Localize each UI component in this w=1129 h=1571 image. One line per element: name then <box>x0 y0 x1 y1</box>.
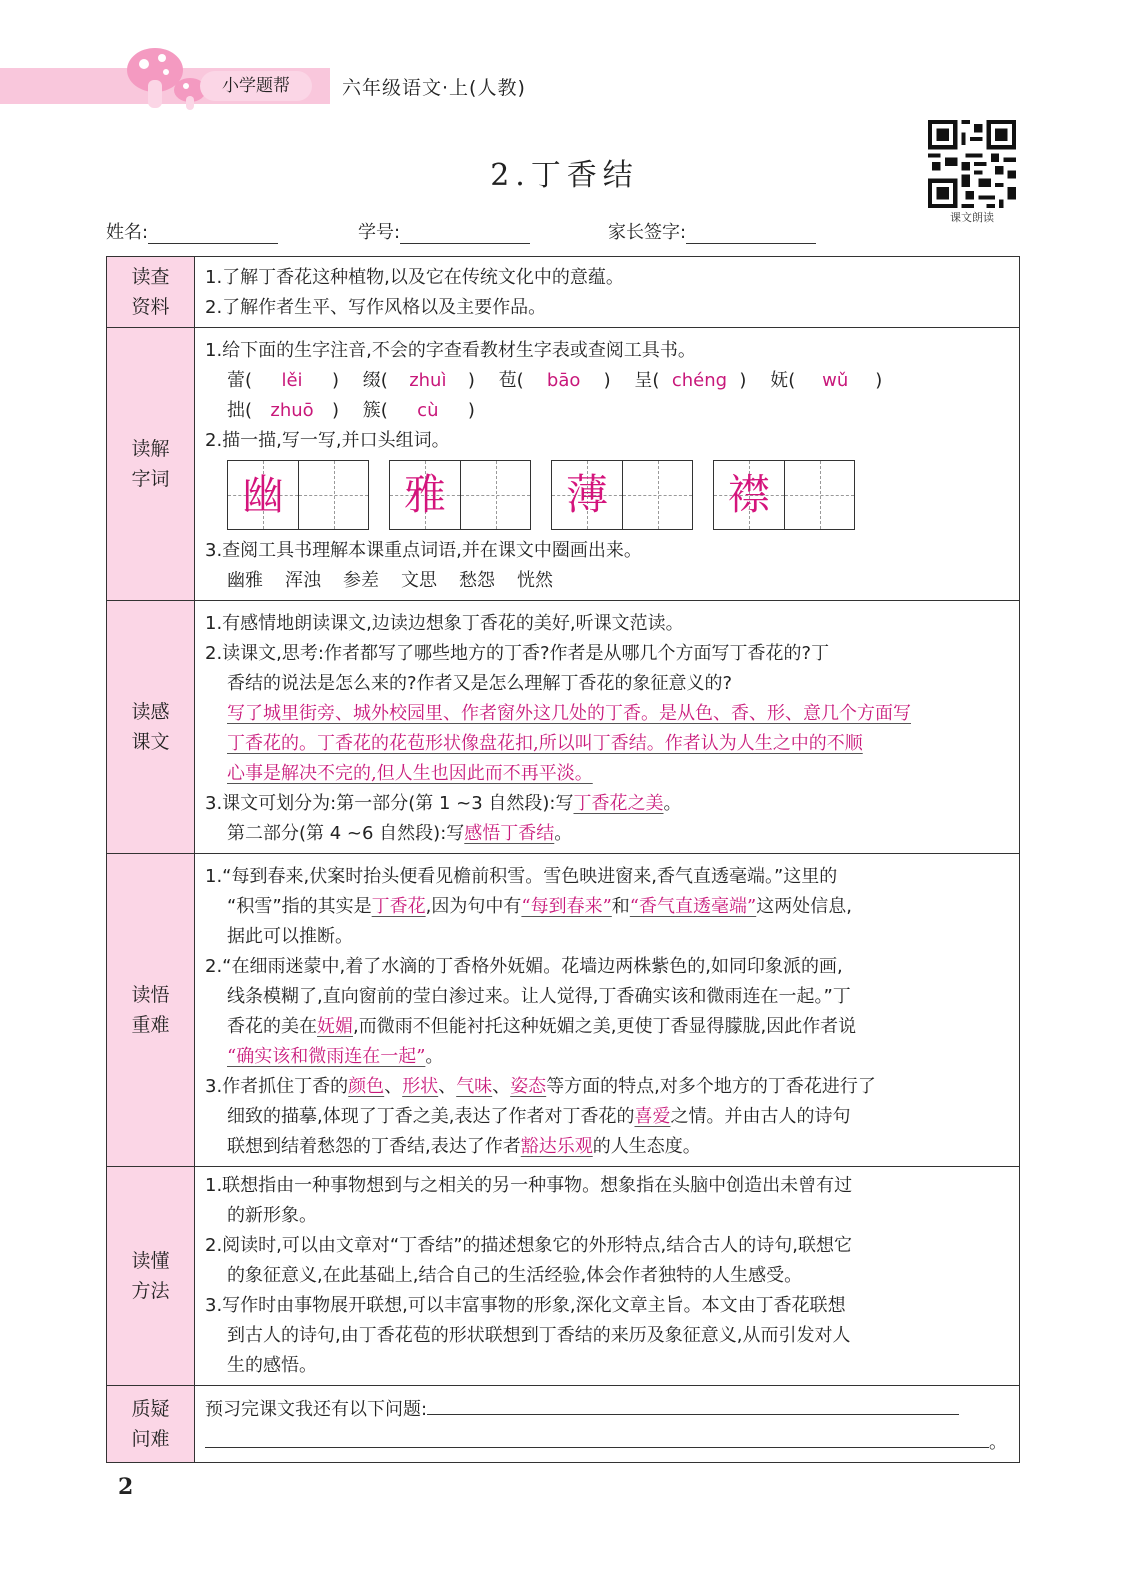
pinyin-char: 缀 <box>362 370 381 391</box>
text-line: 到古人的诗句,由丁香花苞的形状联想到丁香结的来历及象征意义,从而引发对人 <box>227 1325 851 1346</box>
pinyin-answer[interactable]: bāo <box>546 370 581 391</box>
id-blank[interactable] <box>400 223 530 244</box>
answer-blank[interactable]: 丁香花之美 <box>573 793 664 814</box>
section-key-difficult <box>107 854 1020 1167</box>
qr-code-icon[interactable] <box>928 120 1016 208</box>
section-methods <box>107 1167 1020 1386</box>
answer-blank[interactable]: “每到春来” <box>521 896 612 917</box>
answer-blank[interactable]: 形状 <box>402 1076 439 1097</box>
grid-cell[interactable] <box>298 461 368 529</box>
section-content <box>195 1167 1020 1386</box>
grid-cell <box>390 461 460 529</box>
text-line <box>205 1072 1009 1102</box>
section-questions <box>107 1386 1020 1463</box>
key-word: 浑浊 <box>285 570 321 591</box>
id-field[interactable] <box>358 218 530 244</box>
text-part: 联想到结着愁怨的丁香结,表达了作者 <box>227 1136 521 1157</box>
pinyin-item: 拙( zhuō ) <box>227 396 339 426</box>
pinyin-char: 妩 <box>770 370 789 391</box>
answer-blank[interactable]: 感悟丁香结 <box>464 823 555 844</box>
pinyin-char: 蕾 <box>227 370 245 391</box>
parent-blank[interactable] <box>686 223 816 244</box>
pinyin-answer[interactable]: lěi <box>281 370 303 391</box>
text-part: 等方面的特点,对多个地方的丁香花进行了 <box>546 1076 876 1097</box>
text-line <box>205 789 1009 819</box>
question-1: 1.给下面的生字注音,不会的字查看教材生字表或查阅工具书。 <box>205 340 696 361</box>
brand-pill <box>200 71 312 101</box>
key-word: 愁怨 <box>459 570 495 591</box>
answer-blank[interactable]: 妩媚 <box>317 1016 353 1037</box>
section-label <box>107 257 195 328</box>
text-line: 生的感悟。 <box>227 1355 317 1376</box>
text-line: 1.联想指由一种事物想到与之相关的另一种事物。想象指在头脑中创造出未曾有过 <box>205 1175 853 1196</box>
text-line <box>205 1102 1009 1132</box>
qr-label: 课文朗读 <box>950 211 994 224</box>
key-word: 参差 <box>343 570 379 591</box>
grid-cell <box>714 461 784 529</box>
pinyin-item: 妩( wǔ ) <box>770 366 882 396</box>
text-line: 1.“每到春来,伏案时抬头便看见檐前积雪。雪色映进窗来,香气直透毫端。”这里的 <box>205 866 838 887</box>
answer-blank[interactable]: 颜色 <box>348 1076 385 1097</box>
pinyin-answer[interactable]: chéng <box>671 370 728 391</box>
text-part: 细致的描摹,体现了丁香之美,表达了作者对丁香花的 <box>227 1106 635 1127</box>
text-part: “积雪”指的其实是 <box>227 896 372 917</box>
grid-cell[interactable] <box>784 461 854 529</box>
label-line2: 资料 <box>131 296 170 318</box>
question-3: 3.查阅工具书理解本课重点词语,并在课文中圈画出来。 <box>205 540 642 561</box>
label-line1: 读懂 <box>131 1250 170 1272</box>
section-content <box>195 257 1020 328</box>
grid-cell[interactable] <box>460 461 530 529</box>
text-line: 线条模糊了,直向窗前的莹白渗过来。让人觉得,丁香确实该和微雨连在一起。”丁 <box>227 986 851 1007</box>
parent-field[interactable] <box>608 218 816 244</box>
pinyin-item: 蕾( lěi ) <box>227 366 339 396</box>
section-label <box>107 1167 195 1386</box>
section-label <box>107 1386 195 1463</box>
section-label <box>107 601 195 854</box>
text-line <box>205 1132 1009 1162</box>
text-line: 的象征意义,在此基础上,结合自己的生活经验,体会作者独特的人生感受。 <box>227 1265 803 1286</box>
label-line1: 读悟 <box>131 984 170 1006</box>
answer-line[interactable]: 心事是解决不完的,但人生也因此而不再平淡。 <box>227 763 593 784</box>
text-line: 1.有感情地朗读课文,边读边想象丁香花的美好,听课文范读。 <box>205 613 684 634</box>
section-content <box>195 854 1020 1167</box>
pinyin-char: 拙 <box>227 400 245 421</box>
section-content <box>195 601 1020 854</box>
punct: 、 <box>384 1076 403 1097</box>
tracing-box <box>227 460 369 530</box>
name-field[interactable] <box>106 218 278 244</box>
text-line: 2.阅读时,可以由文章对“丁香结”的描述想象它的外形特点,结合古人的诗句,联想它 <box>205 1235 852 1256</box>
pinyin-answer[interactable]: zhuì <box>409 370 447 391</box>
text-part: 之情。并由古人的诗句 <box>670 1106 851 1127</box>
name-label: 姓名: <box>106 222 149 243</box>
trace-char: 襟 <box>727 470 770 519</box>
text-line <box>205 1042 1009 1072</box>
grid-cell[interactable] <box>622 461 692 529</box>
parent-label: 家长签字: <box>608 222 687 243</box>
answer-line-row <box>205 1425 1009 1458</box>
text-line: 据此可以推断。 <box>227 926 353 947</box>
pinyin-answer[interactable]: wǔ <box>822 370 849 391</box>
text-line: 香结的说法是怎么来的?作者又是怎么理解丁香花的象征意义的? <box>227 673 733 694</box>
question-prompt: 预习完课文我还有以下问题: <box>205 1399 428 1420</box>
label-line1: 读感 <box>131 701 170 723</box>
answer-line[interactable] <box>205 1425 989 1448</box>
text-line: 2.读课文,思考:作者都写了哪些地方的丁香?作者是从哪几个方面写丁香花的?丁 <box>205 643 830 664</box>
section-words <box>107 328 1020 601</box>
key-word: 幽雅 <box>227 570 263 591</box>
answer-blank[interactable]: 豁达乐观 <box>520 1136 593 1157</box>
punct: 。 <box>989 1432 1007 1453</box>
brand-text: 小学题帮 <box>222 76 290 96</box>
text-line <box>205 1012 1009 1042</box>
pinyin-row <box>205 396 1009 426</box>
tracing-box <box>551 460 693 530</box>
section-read-materials <box>107 257 1020 328</box>
key-word: 文思 <box>401 570 437 591</box>
grid-cell <box>228 461 298 529</box>
tracing-box <box>713 460 855 530</box>
answer-blank[interactable]: 姿态 <box>510 1076 547 1097</box>
label-line1: 读解 <box>131 438 170 460</box>
pinyin-item: 缀( zhuì ) <box>363 366 475 396</box>
tracing-box <box>389 460 531 530</box>
section-feel-text <box>107 601 1020 854</box>
label-line2: 课文 <box>131 731 170 753</box>
text-part: 3.作者抓住丁香的 <box>205 1076 349 1097</box>
trace-char: 幽 <box>241 470 284 519</box>
text-line: 2.“在细雨迷蒙中,着了水滴的丁香格外妩媚。花墙边两株紫色的,如同印象派的画, <box>205 956 843 977</box>
pinyin-item: 苞( bāo ) <box>499 366 611 396</box>
text-part: 香花的美在 <box>227 1016 317 1037</box>
answer-line[interactable] <box>427 1392 959 1415</box>
section-label <box>107 854 195 1167</box>
section-label <box>107 328 195 601</box>
label-line2: 字词 <box>131 468 170 490</box>
label-line2: 问难 <box>131 1428 170 1450</box>
text-part: 这两处信息, <box>756 896 852 917</box>
pinyin-char: 呈 <box>634 370 653 391</box>
mushroom-logo-icon <box>120 40 210 110</box>
label-line1: 质疑 <box>131 1398 170 1420</box>
answer-blank[interactable]: “确实该和微雨连在一起” <box>227 1046 426 1067</box>
punct: 。 <box>554 823 573 844</box>
name-blank[interactable] <box>148 223 278 244</box>
pinyin-item: 呈( chéng ) <box>634 366 746 396</box>
trace-char: 雅 <box>403 470 446 519</box>
key-words <box>205 566 1009 596</box>
worksheet-table <box>106 256 1020 1463</box>
label-line2: 方法 <box>131 1280 170 1302</box>
answer-blank[interactable]: “香气直透毫端” <box>629 896 757 917</box>
pinyin-char: 簇 <box>362 400 381 421</box>
grid-cell <box>552 461 622 529</box>
text-line: 3.写作时由事物展开联想,可以丰富事物的形象,深化文章主旨。本文由丁香花联想 <box>205 1295 846 1316</box>
answer-blank[interactable]: 喜爱 <box>634 1106 671 1127</box>
book-title: 六年级语文·上(人教) <box>342 77 526 99</box>
section-content <box>195 328 1020 601</box>
pinyin-answer[interactable]: zhuō <box>270 400 314 421</box>
answer-blank[interactable]: 气味 <box>456 1076 493 1097</box>
page-number: 2 <box>118 1474 134 1500</box>
punct: 、 <box>492 1076 511 1097</box>
pinyin-answer[interactable]: cù <box>417 400 439 421</box>
text-part: 3.课文可划分为:第一部分(第 1 ~3 自然段):写 <box>205 793 574 814</box>
text-part: 的人生态度。 <box>592 1136 701 1157</box>
pinyin-row <box>205 366 1009 396</box>
text-part: ,而微雨不但能衬托这种妩媚之美,更使丁香显得朦胧,因此作者说 <box>353 1016 857 1037</box>
section-content <box>195 1386 1020 1463</box>
answer-line[interactable]: 丁香花的。丁香花的花苞形状像盘花扣,所以叫丁香结。作者认为人生之中的不顺 <box>227 733 863 754</box>
answer-line[interactable]: 写了城里街旁、城外校园里、作者窗外这几处的丁香。是从色、香、形、意几个方面写 <box>227 703 911 724</box>
text-line <box>205 892 1009 922</box>
lesson-title: 2.丁香结 <box>490 158 639 193</box>
punct: 、 <box>438 1076 457 1097</box>
text-part: 和 <box>611 896 630 917</box>
question-2: 2.描一描,写一写,并口头组词。 <box>205 430 450 451</box>
key-word: 恍然 <box>517 570 553 591</box>
id-label: 学号: <box>358 222 401 243</box>
text-line: 2.了解作者生平、写作风格以及主要作品。 <box>205 297 547 318</box>
punct: 。 <box>663 793 682 814</box>
text-line: 的新形象。 <box>227 1205 317 1226</box>
text-part: ,因为句中有 <box>425 896 522 917</box>
label-line1: 读查 <box>131 266 170 288</box>
pinyin-item: 簇( cù ) <box>363 396 475 426</box>
pinyin-char: 苞 <box>498 370 517 391</box>
text-line <box>205 819 1009 849</box>
tracing-grids <box>227 460 1009 530</box>
trace-char: 薄 <box>565 470 608 519</box>
question-prompt-line <box>205 1392 1009 1425</box>
answer-blank[interactable]: 丁香花 <box>371 896 426 917</box>
punct: 。 <box>425 1046 444 1067</box>
text-line: 1.了解丁香花这种植物,以及它在传统文化中的意蕴。 <box>205 267 624 288</box>
label-line2: 重难 <box>131 1014 170 1036</box>
text-part: 第二部分(第 4 ~6 自然段):写 <box>227 823 465 844</box>
